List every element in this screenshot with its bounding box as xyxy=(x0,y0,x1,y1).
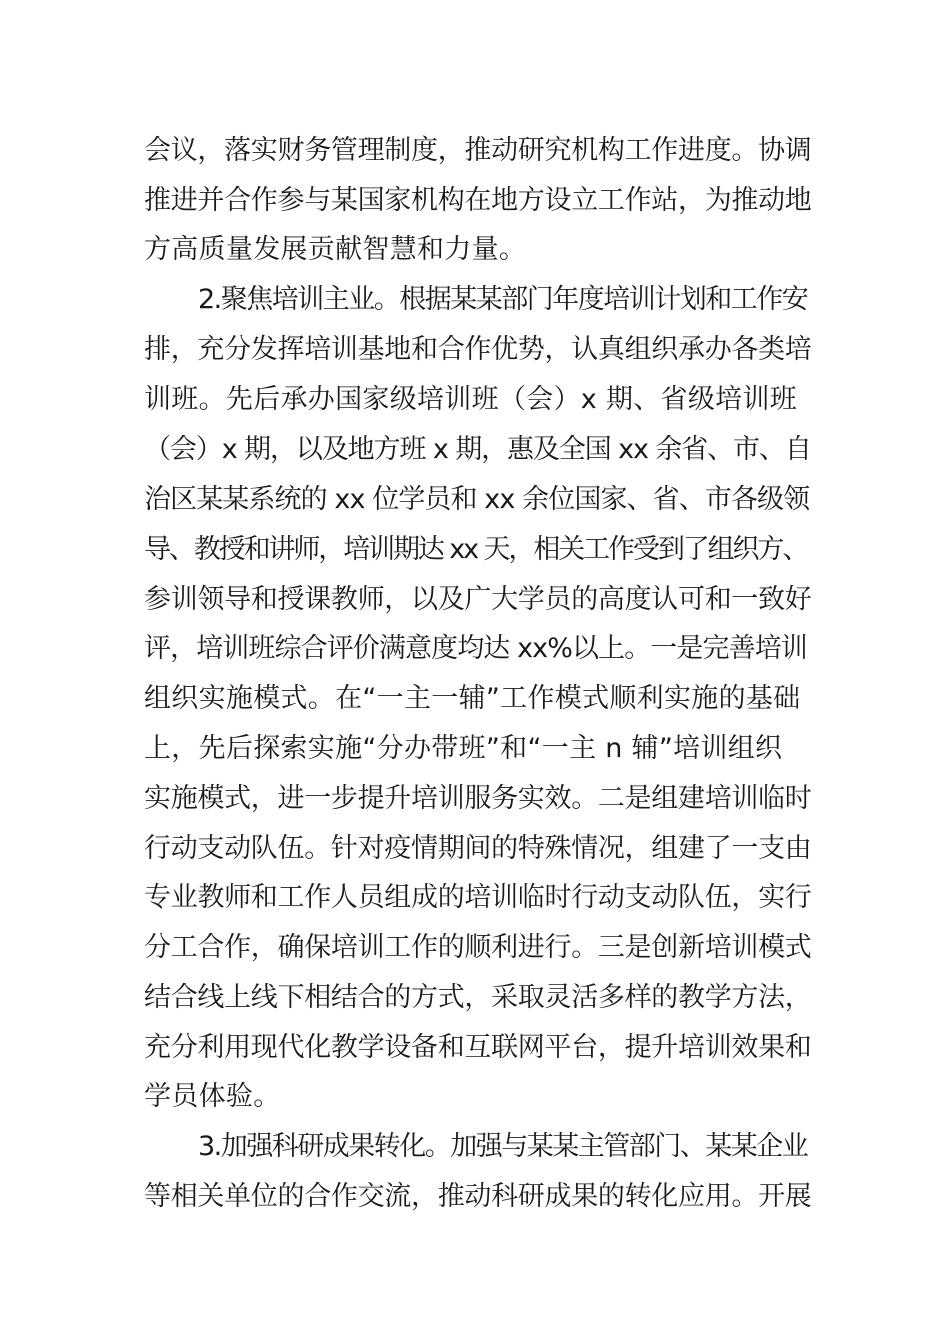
text-line: 上，先后探索实施“分办带班”和“一主 n 辅”培训组织 xyxy=(144,733,783,764)
text-line: 排，充分发挥培训基地和合作优势，认真组织承办各类培 xyxy=(144,334,812,365)
paragraph-start-line: 2.聚焦培训主业。根据某某部门年度培训计划和工作安 xyxy=(198,284,808,315)
text-line: 导、教授和讲师，培训期达 xx 天，相关工作受到了组织方、 xyxy=(144,534,808,565)
text-line: 组织实施模式。在“一主一辅”工作模式顺利实施的基础 xyxy=(144,683,801,714)
text-line: （会）x 期，以及地方班 x 期，惠及全国 xx 余省、市、自 xyxy=(144,434,811,465)
text-line: 实施模式，进一步提升培训服务实效。二是组建培训临时 xyxy=(144,783,812,814)
text-line: 评，培训班综合评价满意度均达 xx%以上。一是完善培训 xyxy=(144,633,807,664)
text-line: 参训领导和授课教师，以及广大学员的高度认可和一致好 xyxy=(144,584,812,615)
text-line: 会议，落实财务管理制度，推动研究机构工作进度。协调 xyxy=(144,135,812,166)
text-line: 结合线上线下相结合的方式，采取灵活多样的教学方法， xyxy=(144,982,812,1013)
text-line: 充分利用现代化教学设备和互联网平台，提升培训效果和 xyxy=(144,1032,812,1063)
text-line: 学员体验。 xyxy=(144,1081,281,1112)
text-line: 推进并合作参与某国家机构在地方设立工作站，为推动地 xyxy=(144,185,812,216)
text-line: 分工合作，确保培训工作的顺利进行。三是创新培训模式 xyxy=(144,932,812,963)
paragraph-start-line: 3.加强科研成果转化。加强与某某主管部门、某某企业 xyxy=(198,1131,808,1162)
text-line: 方高质量发展贡献智慧和力量。 xyxy=(144,234,527,265)
text-line: 行动支动队伍。针对疫情期间的特殊情况，组建了一支由 xyxy=(144,833,812,864)
text-line: 治区某某系统的 xx 位学员和 xx 余位国家、省、市各级领 xyxy=(144,484,810,515)
text-line: 专业教师和工作人员组成的培训临时行动支动队伍，实行 xyxy=(144,882,812,913)
text-line: 训班。先后承办国家级培训班（会）x 期、省级培训班 xyxy=(144,384,798,415)
text-line: 等相关单位的合作交流，推动科研成果的转化应用。开展 xyxy=(144,1181,812,1212)
